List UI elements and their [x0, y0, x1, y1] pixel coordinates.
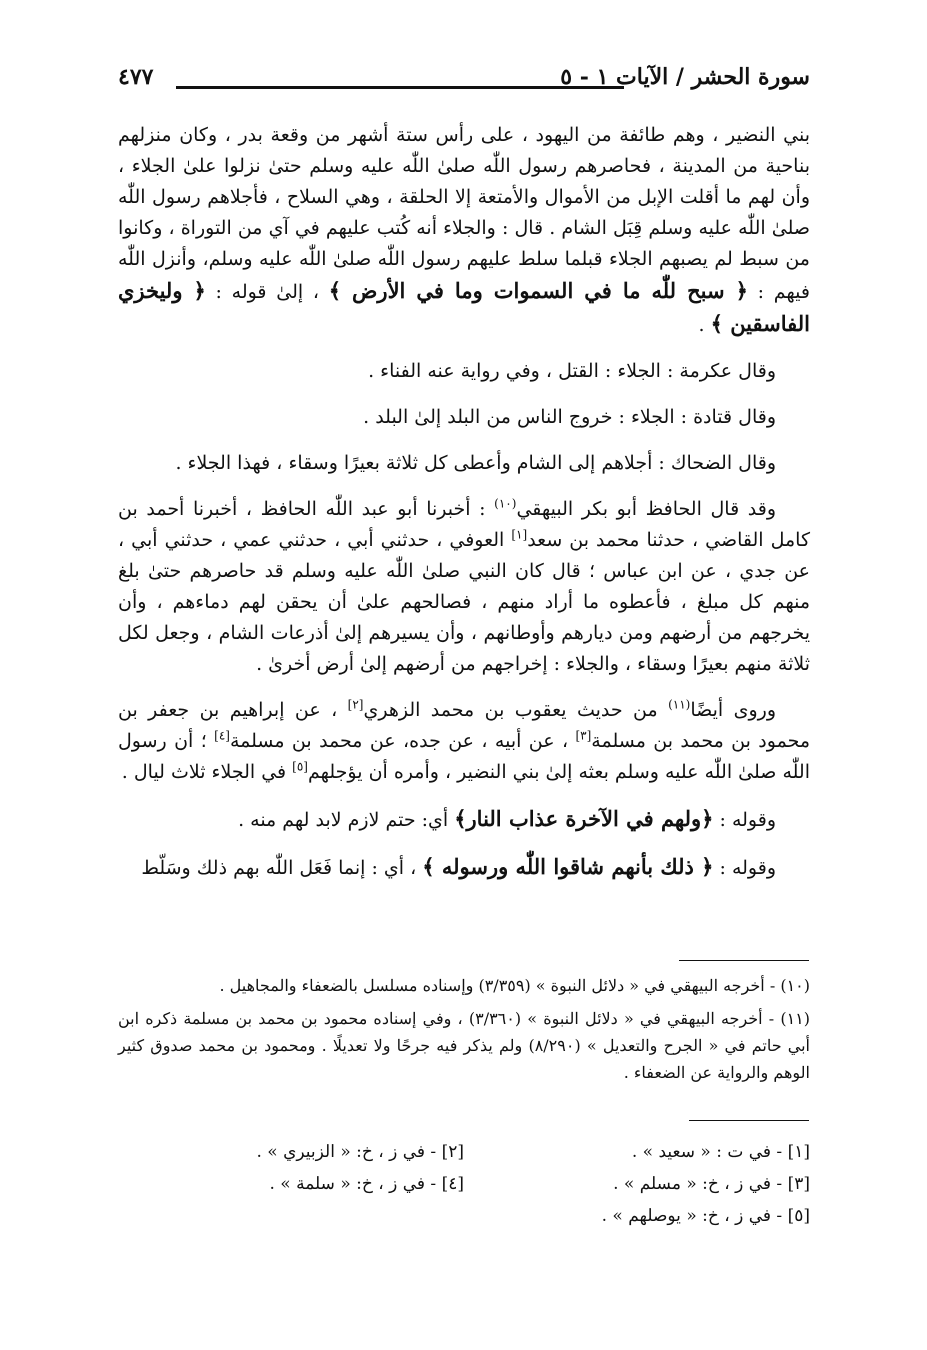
paragraph-text: وقوله :	[713, 809, 776, 831]
quran-quote: ﴿ولهم في الآخرة عذاب النار﴾	[454, 806, 714, 831]
running-title: سورة الحشر / الآيات ١ - ٥	[560, 64, 810, 90]
paragraph-text: .	[698, 314, 711, 336]
paragraph	[118, 851, 810, 884]
paragraph-text: وقال قتادة : الجلاء : خروج الناس من البلد إلىٰ البلد .	[363, 406, 776, 428]
paragraph-text: من حديث يعقوب بن محمد الزهري	[363, 699, 669, 721]
paragraph-text: وقوله :	[713, 857, 776, 879]
paragraph-text: ، عن إبراهيم بن جعفر بن محمود بن محمد بن مسلمة	[118, 699, 811, 752]
variant-note: [٤] - في ز ، خ: « سلمة » .	[269, 1174, 464, 1194]
paragraph-text: في الجلاء ثلاث ليال .	[121, 761, 293, 783]
paragraph-text: ؛ أن رسول اللّٰه صلىٰ اللّٰه عليه وسلم بعثه إلىٰ بني النضير ، وأمره أن يؤجلهم	[118, 730, 810, 783]
paragraph-text: العوفي ، حدثني أبي ، حدثني عمي ، حدثني أبي ، عن جدي ، عن ابن عباس ؛ قال كان النبي صلىٰ اللّٰه عليه وسلم قد حاصرهم حتىٰ بلغ منهم كل مبلغ ، فأعطوه ما أراد منهم ، فصالحهم علىٰ أن يحقن لهم دماءهم ، وأن يخرجهم من أرضهم ومن ديارهم وأوطانهم ، وأن يسيرهم إلىٰ أذرعات الشام ، وجعل لكل ثلاثة منهم بعيرًا وسقاء ، والجلاء : إخراجهم من أرضهم إلىٰ أرض أخرىٰ .	[118, 529, 810, 675]
variants-row	[118, 1168, 810, 1200]
variant-note: [٢] - في ز ، خ: « الزبيري » .	[256, 1142, 464, 1162]
paragraph-text: أي: حتم لازم لابد لهم منه .	[238, 809, 455, 831]
paragraph	[118, 402, 810, 433]
page-number: ٤٧٧	[118, 64, 154, 90]
main-text	[118, 120, 810, 899]
footnotes	[118, 972, 810, 1092]
footnote: (١٠) - أخرجه البيهقي في « دلائل النبوة » (٣/٣٥٩) وإسناده مسلسل بالضعفاء والمجاهيل .	[219, 976, 810, 995]
paragraph	[118, 120, 810, 341]
paragraph	[118, 803, 810, 836]
variant-note: [٣] - في ز ، خ: « مسلم » .	[613, 1174, 810, 1194]
variants-row	[118, 1200, 810, 1232]
quran-quote: ﴿ ذلك بأنهم شاقوا اللّٰه ورسوله ﴾	[422, 854, 714, 879]
paragraph-text: بني النضير ، وهم طائفة من اليهود ، على رأس ستة أشهر من وقعة بدر ، وكان منزلهم بناحية من المدينة ، فحاصرهم رسول اللّٰه صلىٰ اللّٰه عليه وسلم حتىٰ نزلوا علىٰ الجلاء ، وأن لهم ما أقلت الإبل من الأموال والأمتعة إلا الحلقة ، وهي السلاح ، فأجلاهم رسول اللّٰه صلىٰ اللّٰه عليه وسلم قِبَل الشام . قال : والجلاء أنه كُتب عليهم في آي من التوراة ، وكانوا من سبط لم يصبهم الجلاء قبلما سلط عليهم رسول اللّٰه صلىٰ اللّٰه عليه وسلم، وأنزل اللّٰه فيهم :	[118, 124, 810, 303]
paragraph-text: وقد قال الحافظ أبو بكر البيهقي	[516, 498, 776, 520]
paragraph-text: ، عن أبيه ، عن جده، عن محمد بن مسلمة	[229, 730, 576, 752]
paragraph	[118, 695, 810, 788]
variant-note: [١] - في ت : « سعيد » .	[631, 1142, 810, 1162]
variant-note: [٥] - في ز ، خ: « يوصلهم » .	[601, 1206, 810, 1226]
page-header	[118, 58, 810, 98]
variant-ref[interactable]: [٢]	[347, 697, 364, 712]
paragraph-text: وروى أيضًا	[690, 699, 777, 721]
variant-ref[interactable]: [٥]	[292, 759, 308, 774]
paragraph	[118, 356, 810, 387]
quran-quote: ﴿ وليخزي الفاسقين ﴾	[118, 278, 810, 336]
paragraph	[118, 448, 810, 479]
variant-ref[interactable]: [٣]	[575, 728, 592, 743]
paragraph-text: وقال الضحاك : أجلاهم إلى الشام وأعطى كل ثلاثة بعيرًا وسقاء ، فهذا الجلاء .	[175, 452, 776, 474]
manuscript-variants	[118, 1136, 810, 1232]
variant-ref[interactable]: [٤]	[214, 728, 230, 743]
footnote-separator	[679, 960, 809, 961]
variants-separator	[689, 1120, 809, 1121]
variant-ref[interactable]: [١]	[511, 527, 528, 542]
header-rule	[176, 86, 624, 89]
footnote-ref[interactable]: (١١)	[668, 697, 691, 712]
quran-quote: ﴿ سبح للّٰه ما في السموات وما في الأرض ﴾	[328, 278, 748, 303]
variants-row	[118, 1136, 810, 1168]
footnote: (١١) - أخرجه البيهقي في « دلائل النبوة » (٣/٣٦٠) ، وفي إسناده محمود بن محمد بن مسلمة ذكره ابن أبي حاتم في « الجرح والتعديل » (٨/٢٩٠) ولم يذكر فيه جرحًا ولا تعديلًا . ومحمود بن محمد صدوق كثير الوهم والرواية عن الضعفاء .	[118, 1009, 811, 1082]
paragraph-text: ، أي : إنما فَعَل اللّٰه بهم ذلك وسَلّط	[141, 857, 423, 879]
footnote-ref[interactable]: (١٠)	[494, 496, 517, 511]
paragraph-text: وقال عكرمة : الجلاء : القتل ، وفي رواية عنه الفناء .	[368, 360, 776, 382]
paragraph-text: ، إلىٰ قوله :	[205, 281, 329, 303]
paragraph-text: : أخبرنا أبو عبد اللّٰه الحافظ ، أخبرنا أحمد بن كامل القاضي ، حدثنا محمد بن سعد	[118, 498, 810, 551]
paragraph	[118, 494, 810, 680]
